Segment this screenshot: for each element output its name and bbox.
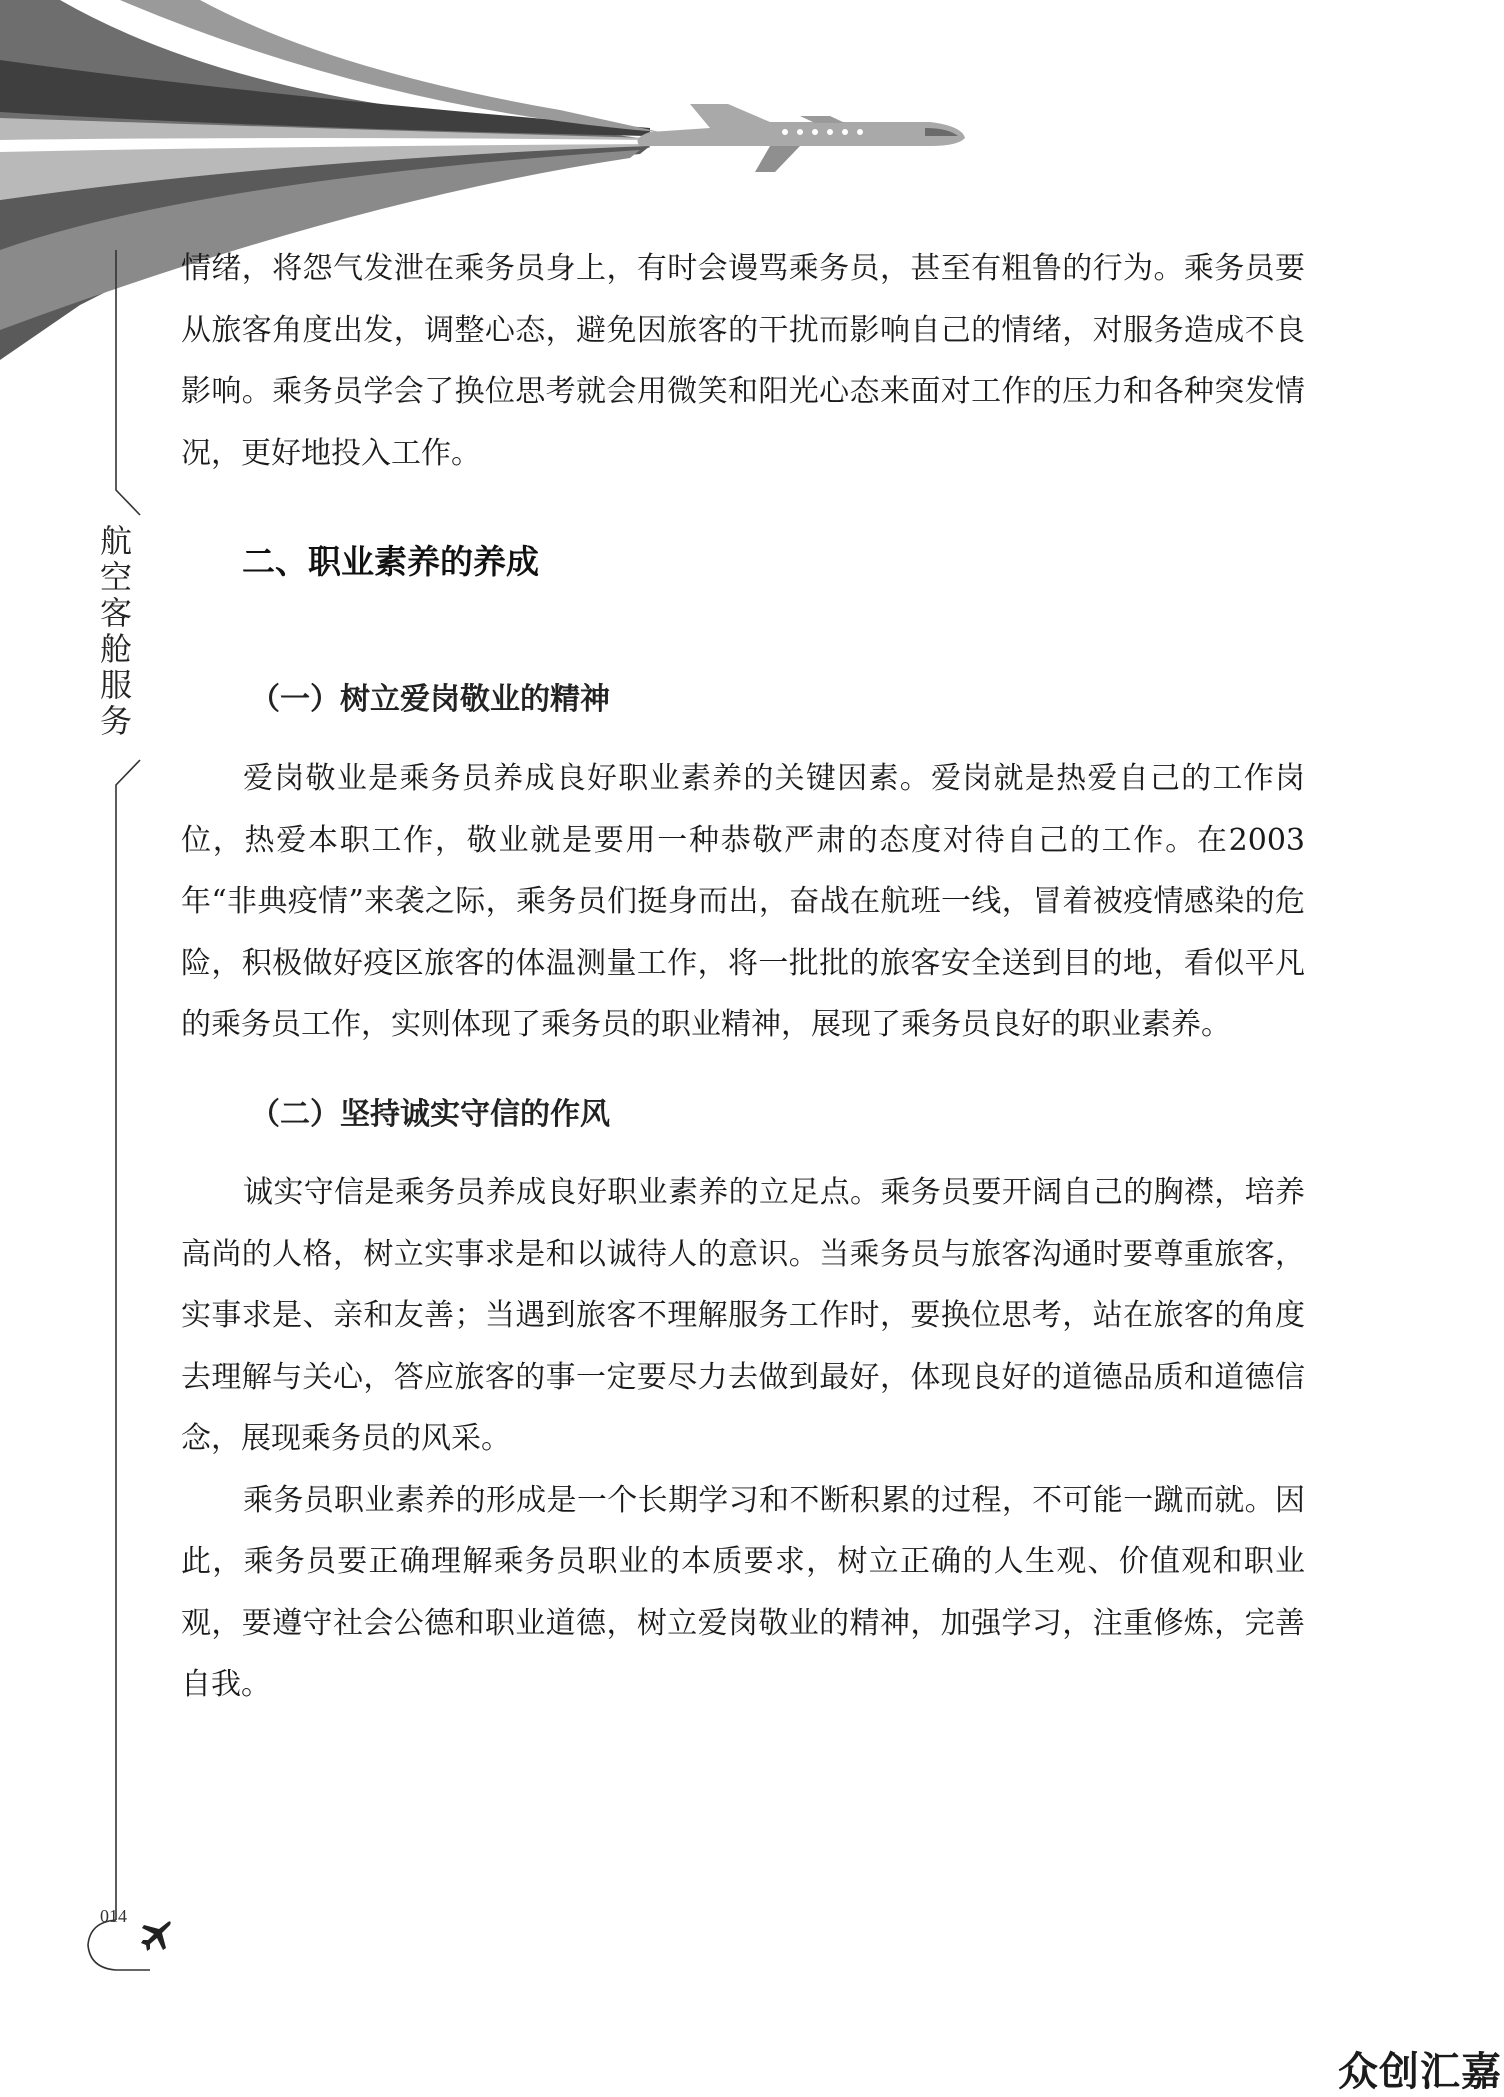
running-title-char: 务 (99, 702, 132, 740)
airplane-icon (138, 1918, 174, 1954)
subsection-heading-2: （二）坚持诚实守信的作风 (250, 1097, 610, 1132)
watermark: 众创汇嘉 (1338, 2049, 1502, 2095)
body-text-section-2 (181, 1162, 1305, 1716)
airplane-icon (638, 104, 965, 172)
subsection-heading-1: （一）树立爱岗敬业的精神 (250, 682, 610, 717)
body-text-section-1 (181, 748, 1305, 1056)
paragraph-dedication: 爱岗敬业是乘务员养成良好职业素养的关键因素。爱岗就是热爱自己的工作岗位，热爱本职工作，敬业就是要用一种恭敬严肃的态度对待自己的工作。在2003年“非典疫情”来袭之际，乘务员们挺身而出，奋战在航班一线，冒着被疫情感染的危险，积极做好疫区旅客的体温测量工作，将一批批的旅客安全送到目的地，看似平凡的乘务员工作，实则体现了乘务员的职业精神，展现了乘务员良好的职业素养。 (181, 761, 1305, 1042)
paragraph-integrity: 诚实守信是乘务员养成良好职业素养的立足点。乘务员要开阔自己的胸襟，培养高尚的人格，树立实事求是和以诚待人的意识。当乘务员与旅客沟通时要尊重旅客，实事求是、亲和友善；当遇到旅客不理解服务工作时，要换位思考，站在旅客的角度去理解与关心，答应旅客的事一定要尽力去做到最好，体现良好的道德品质和道德信念，展现乘务员的风采。 (181, 1175, 1305, 1456)
paragraph-continuation: 情绪，将怨气发泄在乘务员身上，有时会谩骂乘务员，甚至有粗鲁的行为。乘务员要从旅客角度出发，调整心态，避免因旅客的干扰而影响自己的情绪，对服务造成不良影响。乘务员学会了换位思考就会用微笑和阳光心态来面对工作的压力和各种突发情况，更好地投入工作。 (181, 251, 1305, 471)
page-number: 014 (100, 1906, 127, 1926)
running-title-char: 航 (99, 522, 132, 560)
section-heading: 二、职业素养的养成 (242, 542, 539, 581)
running-title-char: 舱 (99, 630, 132, 668)
paragraph-conclusion: 乘务员职业素养的形成是一个长期学习和不断积累的过程，不可能一蹴而就。因此，乘务员要正确理解乘务员职业的本质要求，树立正确的人生观、价值观和职业观，要遵守社会公德和职业道德，树立爱岗敬业的精神，加强学习，注重修炼，完善自我。 (181, 1482, 1305, 1702)
running-title-char: 空 (99, 558, 132, 596)
body-text (181, 238, 1305, 484)
running-title-char: 客 (99, 594, 132, 632)
running-title-char: 服 (99, 666, 132, 704)
running-title (96, 523, 136, 739)
